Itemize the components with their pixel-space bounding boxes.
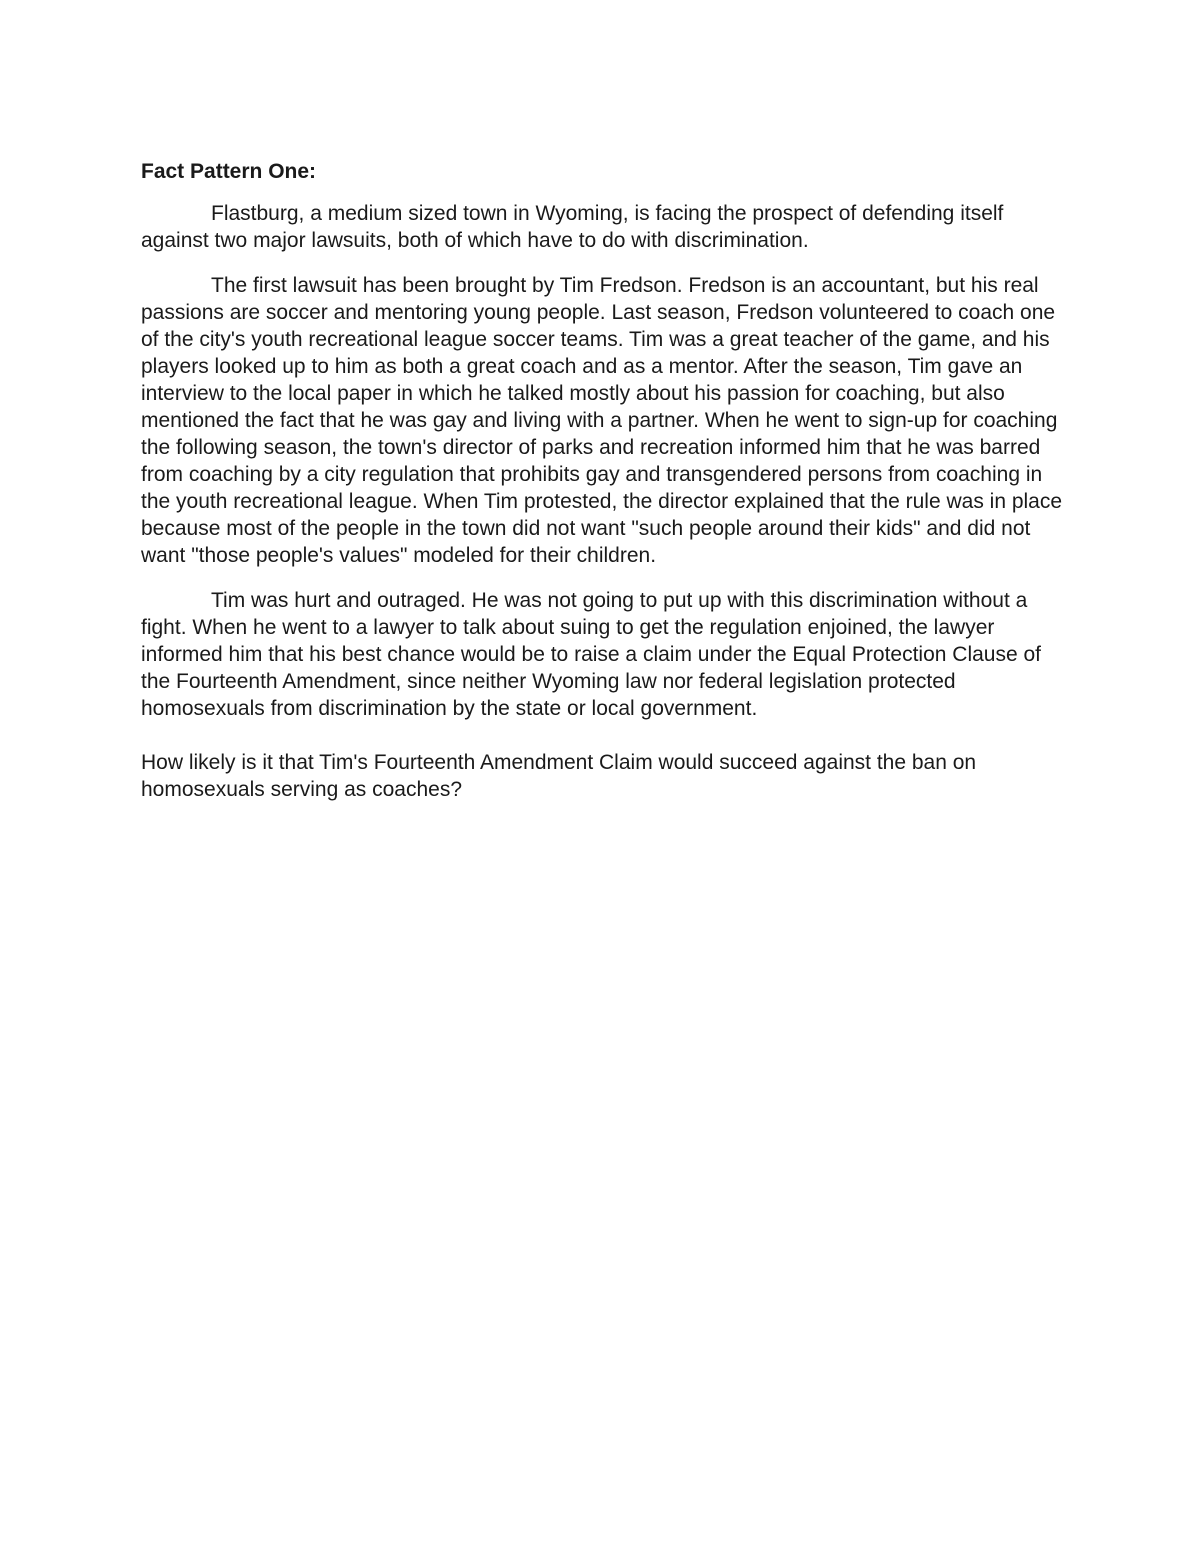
- paragraph-first-lawsuit: The first lawsuit has been brought by Tim Fredson. Fredson is an accountant, but his real passions are soccer and mentoring young people. Last season, Fredson volunteered to coach one of the city's youth recreational league soccer teams. Tim was a great teacher of the game, and his players looked up to him as both a great coach and as a mentor. After the season, Tim gave an interview to the local paper in which he talked mostly about his passion for coaching, but also mentioned the fact that he was gay and living with a partner. When he went to sign-up for coaching the following season, the town's director of parks and recreation informed him that he was barred from coaching by a city regulation that prohibits gay and transgendered persons from coaching in the youth recreational league. When Tim protested, the director explained that the rule was in place because most of the people in the town did not want "such people around their kids" and did not want "those people's values" modeled for their children.: [141, 274, 1063, 567]
- question-text: How likely is it that Tim's Fourteenth Amendment Claim would succeed against the ban on homosexuals serving as coaches?: [141, 751, 977, 801]
- paragraph-lawyer-advice: Tim was hurt and outraged. He was not going to put up with this discrimination without a fight. When he went to a lawyer to talk about suing to get the regulation enjoined, the lawyer informed him that his best chance would be to raise a claim under the Equal Protection Clause of the Fourteenth Amendment, since neither Wyoming law nor federal legislation protected homosexuals from discrimination by the state or local government.: [141, 589, 1041, 720]
- document-heading: Fact Pattern One:: [141, 160, 317, 183]
- document-body: [141, 158, 1063, 803]
- paragraph-intro: Flastburg, a medium sized town in Wyoming, is facing the prospect of defending itself against two major lawsuits, both of which have to do with discrimination.: [141, 202, 1004, 252]
